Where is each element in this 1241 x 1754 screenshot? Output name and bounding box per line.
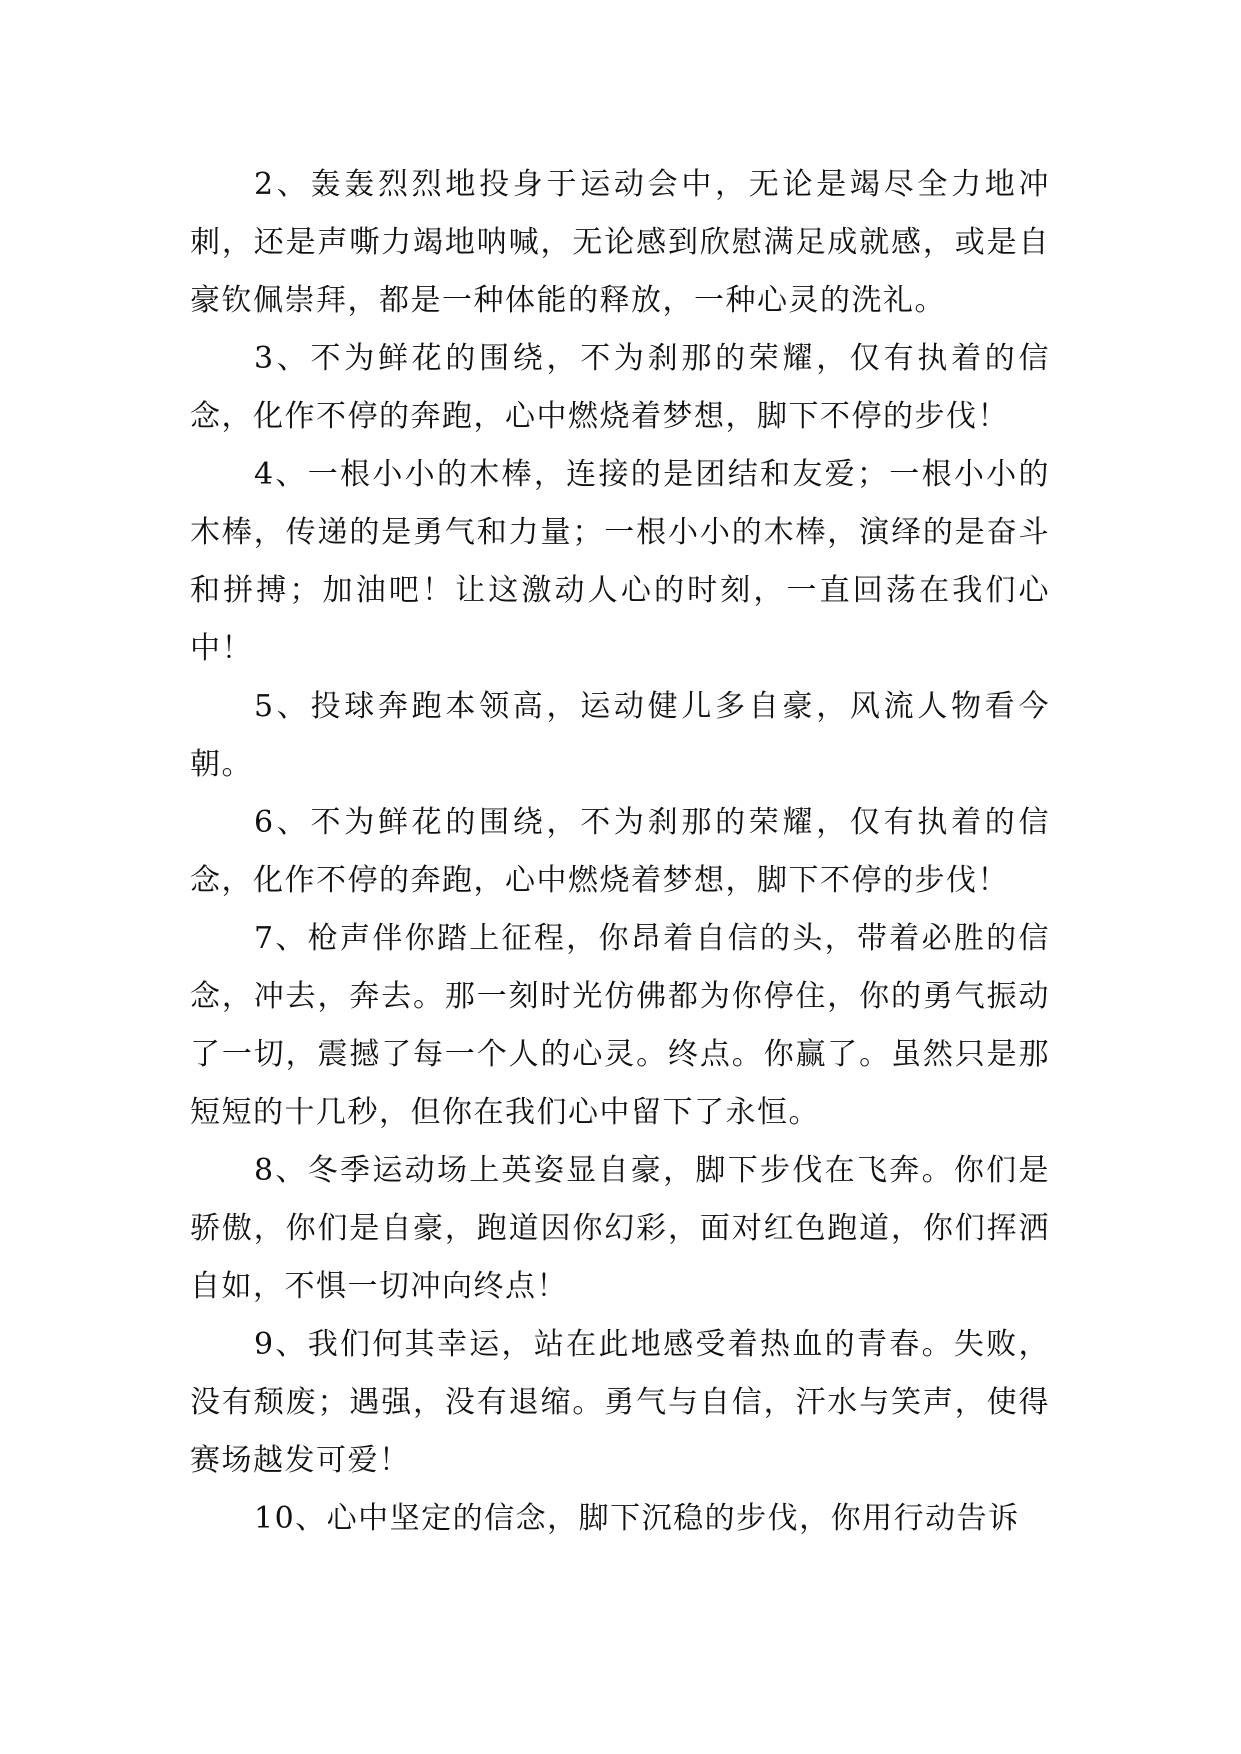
paragraph-6: 6、不为鲜花的围绕，不为刹那的荣耀，仅有执着的信念，化作不停的奔跑，心中燃烧着梦想，脚下不停的步伐！ xyxy=(190,805,1050,898)
paragraph-4: 4、一根小小的木棒，连接的是团结和友爱；一根小小的木棒，传递的是勇气和力量；一根小小的木棒，演绎的是奋斗和拼搏；加油吧！让这激动人心的时刻，一直回荡在我们心中！ xyxy=(190,457,1050,666)
paragraph-8: 8、冬季运动场上英姿显自豪，脚下步伐在飞奔。你们是骄傲，你们是自豪，跑道因你幻彩，面对红色跑道，你们挥洒自如，不惧一切冲向终点！ xyxy=(190,1153,1050,1304)
paragraph-3: 3、不为鲜花的围绕，不为刹那的荣耀，仅有执着的信念，化作不停的奔跑，心中燃烧着梦想，脚下不停的步伐！ xyxy=(190,341,1050,434)
paragraph-2: 2、轰轰烈烈地投身于运动会中，无论是竭尽全力地冲刺，还是声嘶力竭地呐喊，无论感到欣慰满足成就感，或是自豪钦佩崇拜，都是一种体能的释放，一种心灵的洗礼。 xyxy=(190,167,1050,318)
paragraph-10: 10、心中坚定的信念，脚下沉稳的步伐，你用行动告诉 xyxy=(254,1501,1020,1536)
paragraph-7: 7、枪声伴你踏上征程，你昂着自信的头，带着必胜的信念，冲去，奔去。那一刻时光仿佛都为你停住，你的勇气振动了一切，震撼了每一个人的心灵。终点。你赢了。虽然只是那短短的十几秒，但你在我们心中留下了永恒。 xyxy=(190,921,1050,1130)
document-body xyxy=(190,156,1050,1548)
paragraph-9: 9、我们何其幸运，站在此地感受着热血的青春。失败，没有颓废；遇强，没有退缩。勇气与自信，汗水与笑声，使得赛场越发可爱！ xyxy=(190,1327,1050,1478)
paragraph-5: 5、投球奔跑本领高，运动健儿多自豪，风流人物看今朝。 xyxy=(190,689,1050,782)
